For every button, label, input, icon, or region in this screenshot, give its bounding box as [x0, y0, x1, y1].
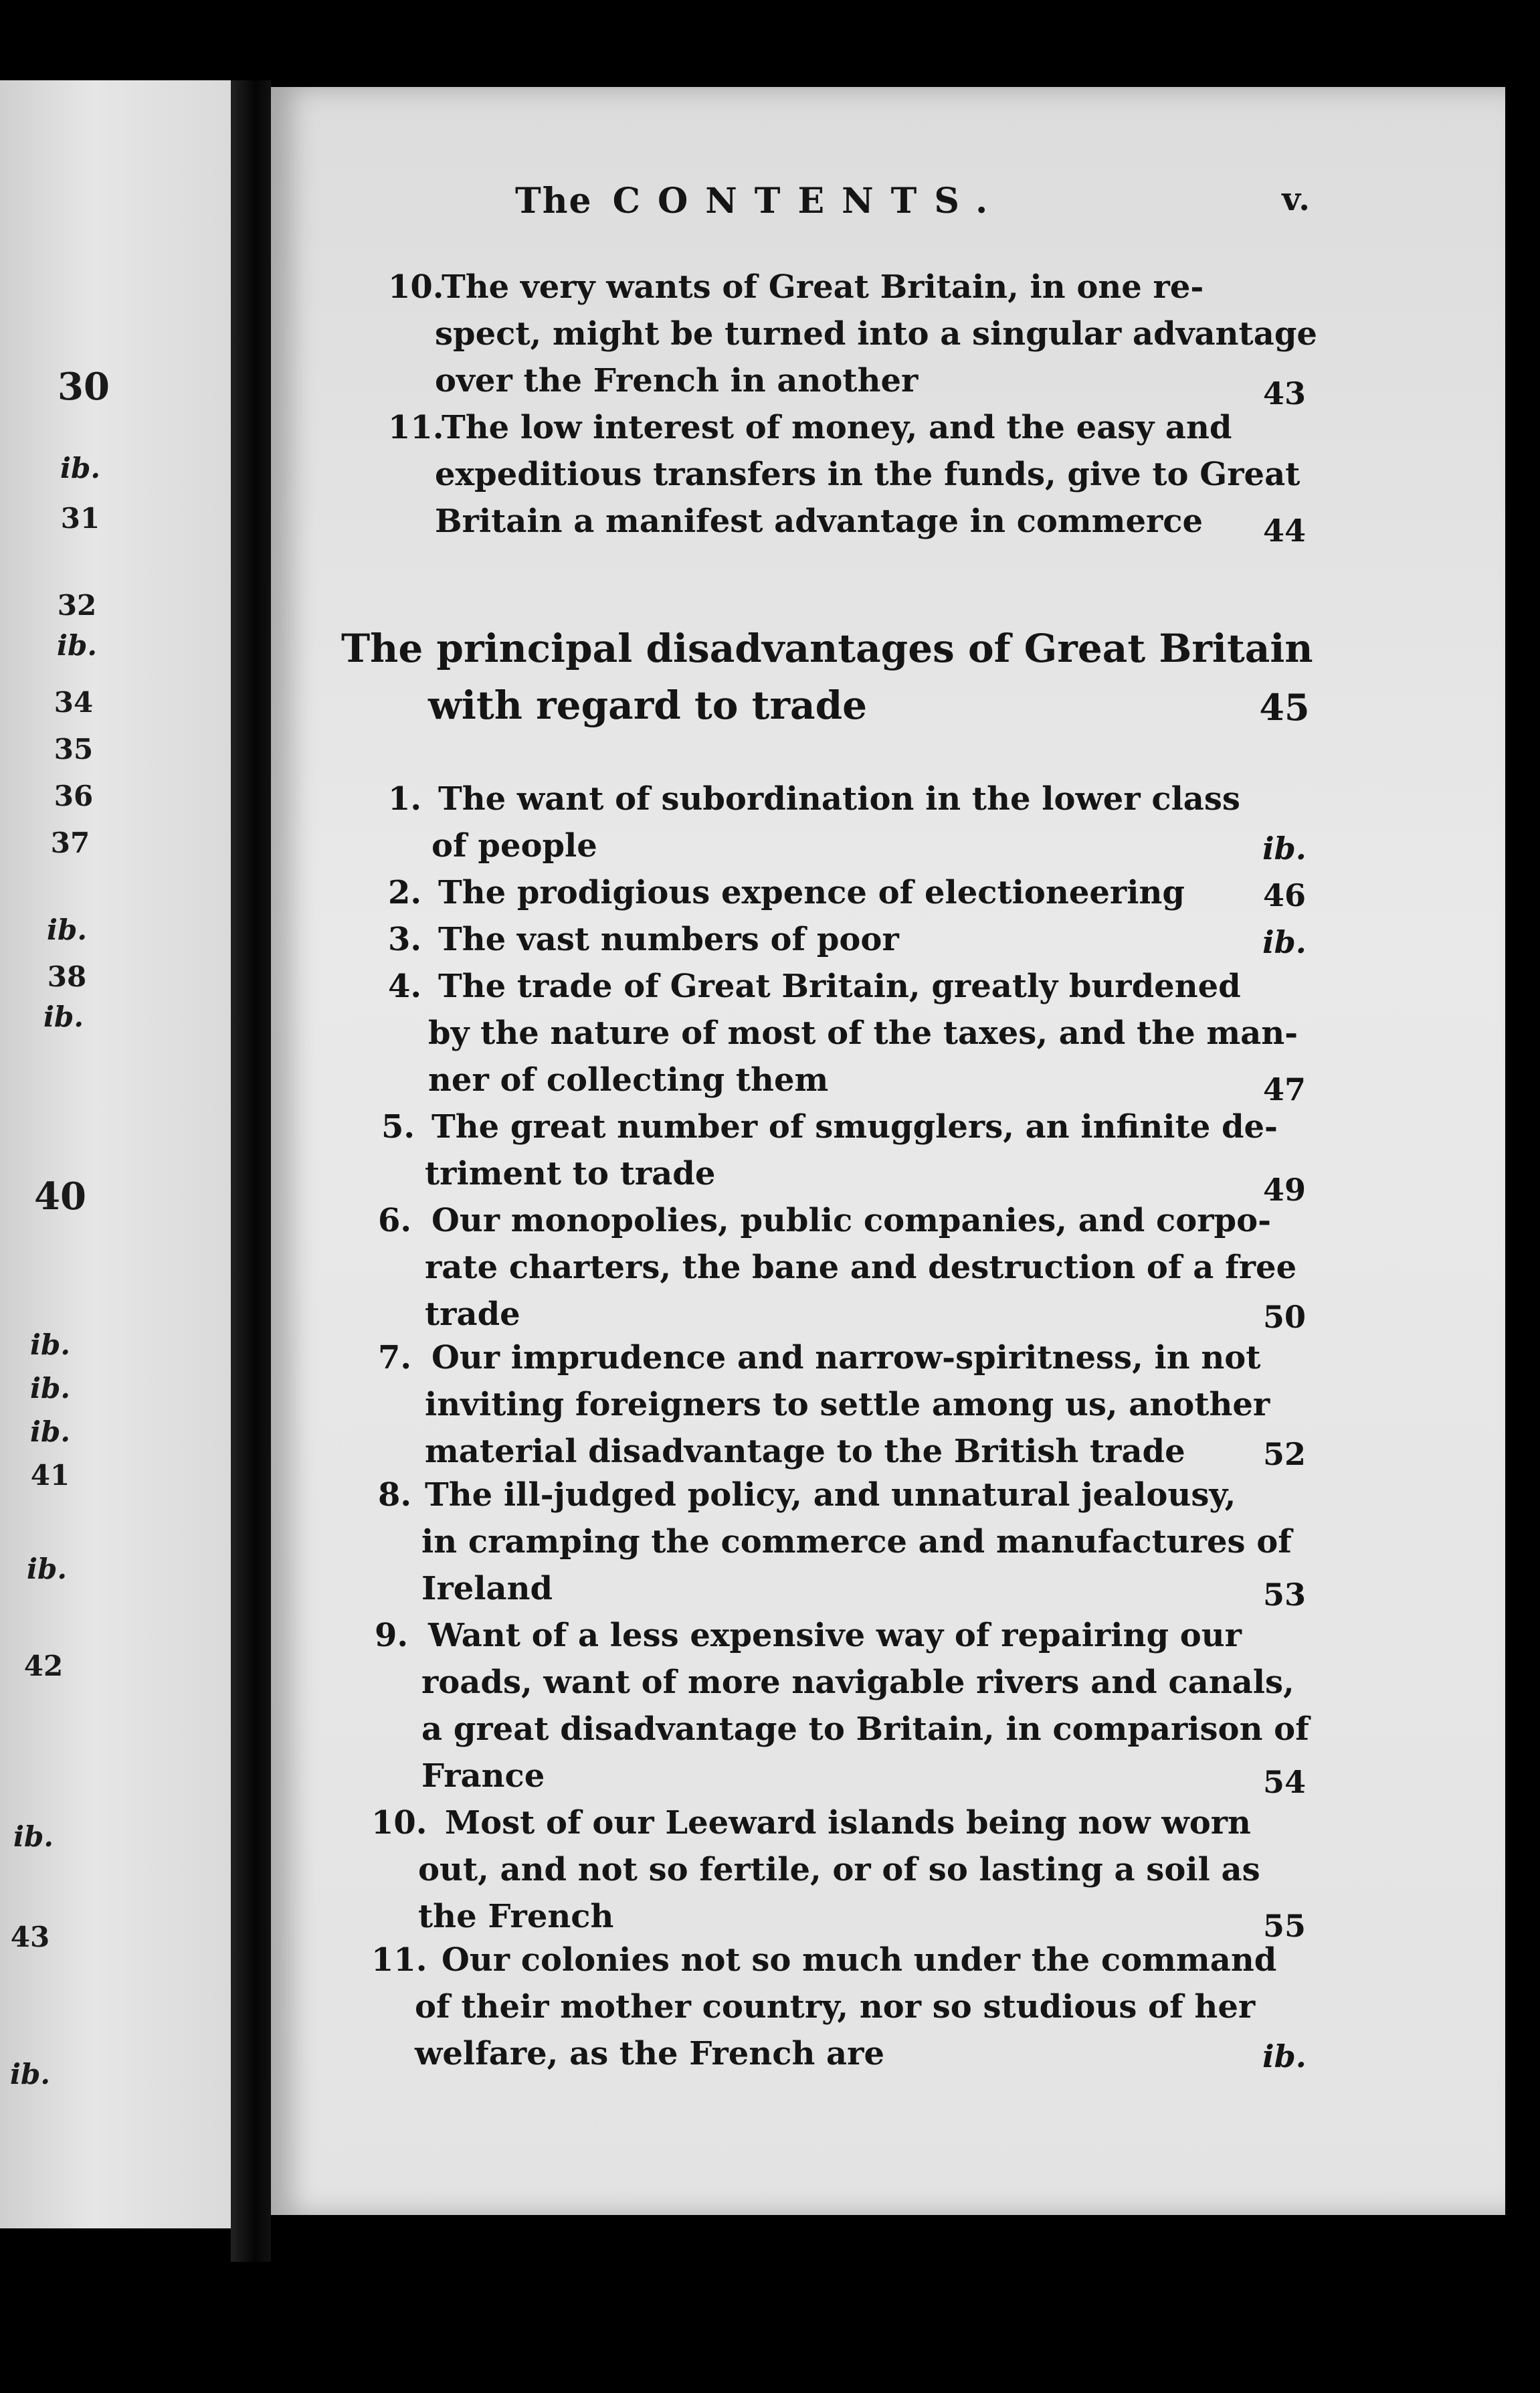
left-page-number: ib.: [30, 1372, 70, 1405]
left-page-number: 32: [57, 589, 97, 622]
left-page-number: ib.: [27, 1553, 67, 1585]
entry-page-number: 53: [1262, 1577, 1306, 1613]
entry-page-number: 47: [1262, 1071, 1306, 1107]
left-page-number: 38: [47, 960, 87, 993]
left-page-number: 41: [30, 1459, 70, 1492]
entry-text-line: Britain a manifest advantage in commerce: [435, 503, 1204, 540]
entry-text-line: Ireland: [421, 1570, 553, 1607]
entry-text-line: The vast numbers of poor: [438, 921, 899, 958]
entry-number: 6.: [378, 1202, 412, 1239]
entry-text-line: by the nature of most of the taxes, and the man-: [428, 1014, 1298, 1052]
entry-text-line: out, and not so fertile, or of so lasting a soil as: [418, 1851, 1260, 1888]
entry-text-line: of their mother country, nor so studious of her: [415, 1988, 1256, 2026]
entry-page-number: 54: [1262, 1764, 1306, 1800]
left-page-number: ib.: [30, 1415, 70, 1448]
left-page-fragment: [0, 80, 231, 2228]
entry-number: 11.: [388, 409, 444, 446]
running-title-prefix: The: [515, 181, 593, 221]
entry-text-line: ner of collecting them: [428, 1061, 829, 1099]
entry-text-line: rate charters, the bane and destruction of a free: [425, 1249, 1297, 1286]
entry-number: 2.: [388, 874, 422, 911]
entry-text-line: inviting foreigners to settle among us, another: [425, 1386, 1270, 1423]
left-page-number: ib.: [43, 1000, 84, 1033]
left-page-number: ib.: [57, 629, 97, 662]
left-page-number: 30: [58, 365, 110, 409]
running-title-word: CONTENTS.: [612, 181, 1005, 221]
left-page-number: 40: [34, 1174, 86, 1219]
left-page-number: 42: [23, 1650, 64, 1682]
entry-text-line: trade: [425, 1296, 520, 1333]
entry-text-line: France: [421, 1757, 545, 1795]
entry-text-line: The ill-judged policy, and unnatural jealousy,: [425, 1476, 1236, 1514]
left-page-number: 37: [50, 826, 90, 859]
entry-number: 10.: [371, 1804, 427, 1842]
book-gutter: [231, 80, 271, 2262]
left-page-number: ib.: [60, 452, 100, 484]
left-page-number: 31: [60, 502, 100, 535]
entry-page-number: ib.: [1262, 924, 1307, 960]
entry-page-number: 52: [1262, 1436, 1306, 1472]
entry-text-line: expeditious transfers in the funds, give to Great: [435, 456, 1301, 493]
running-header: [515, 181, 1311, 221]
entry-text-line: material disadvantage to the British trade: [425, 1433, 1185, 1470]
page-folio: v.: [1282, 181, 1311, 218]
left-page-number: ib.: [47, 913, 87, 946]
entry-number: 9.: [375, 1617, 409, 1654]
section-heading-line: The principal disadvantages of Great Britain: [341, 626, 1313, 671]
entry-text-line: Want of a less expensive way of repairing our: [428, 1617, 1242, 1654]
entry-text-line: Our imprudence and narrow-spiritness, in not: [431, 1339, 1261, 1377]
entry-number: 3.: [388, 921, 422, 958]
entry-number: 7.: [378, 1339, 412, 1377]
left-page-number: ib.: [10, 2058, 50, 2091]
entry-text-line: The trade of Great Britain, greatly burdened: [438, 968, 1241, 1005]
entry-text-line: in cramping the commerce and manufactures of: [421, 1523, 1292, 1561]
left-page-number: 35: [54, 733, 94, 766]
entry-page-number: 49: [1262, 1172, 1306, 1208]
section-heading-line: with regard to trade: [428, 683, 868, 728]
section-heading-page-number: 45: [1259, 686, 1310, 729]
entry-text-line: The great number of smugglers, an infinite de-: [431, 1108, 1278, 1146]
entry-number: 11.: [371, 1941, 427, 1979]
entry-text-line: Our monopolies, public companies, and corpo-: [431, 1202, 1272, 1239]
entry-text-line: welfare, as the French are: [415, 2035, 884, 2072]
entry-text-line: Our colonies not so much under the command: [442, 1941, 1277, 1979]
entry-text-line: Most of our Leeward islands being now worn: [445, 1804, 1251, 1842]
entry-text-line: a great disadvantage to Britain, in comparison of: [421, 1710, 1309, 1748]
entry-text-line: The want of subordination in the lower class: [438, 780, 1240, 818]
entry-page-number: 55: [1262, 1908, 1306, 1944]
entry-text-line: spect, might be turned into a singular advantage: [435, 315, 1317, 353]
entry-page-number: 43: [1262, 375, 1306, 412]
entry-number: 8.: [378, 1476, 412, 1514]
entry-text-line: over the French in another: [435, 362, 919, 400]
entry-text-line: The low interest of money, and the easy and: [442, 409, 1232, 446]
entry-number: 4.: [388, 968, 422, 1005]
entry-text-line: The very wants of Great Britain, in one re-: [442, 268, 1204, 306]
entry-text-line: of people: [431, 827, 597, 865]
left-page-number: 43: [10, 1921, 50, 1953]
entry-page-number: 46: [1262, 877, 1306, 913]
left-page-number: ib.: [30, 1328, 70, 1361]
entry-text-line: the French: [418, 1898, 614, 1935]
entry-number: 1.: [388, 780, 422, 818]
entry-page-number: 50: [1262, 1299, 1306, 1335]
entry-number: 10.: [388, 268, 444, 306]
entry-number: 5.: [381, 1108, 415, 1146]
entry-text-line: roads, want of more navigable rivers and canals,: [421, 1664, 1294, 1701]
entry-page-number: 44: [1262, 513, 1306, 549]
entry-text-line: The prodigious expence of electioneering: [438, 874, 1185, 911]
contents-page: [271, 87, 1505, 2215]
entry-page-number: ib.: [1262, 2038, 1307, 2074]
left-page-number: 36: [54, 780, 94, 812]
entry-page-number: ib.: [1262, 830, 1307, 867]
left-page-number: 34: [54, 686, 94, 719]
entry-text-line: triment to trade: [425, 1155, 716, 1192]
left-page-number: ib.: [13, 1820, 54, 1853]
